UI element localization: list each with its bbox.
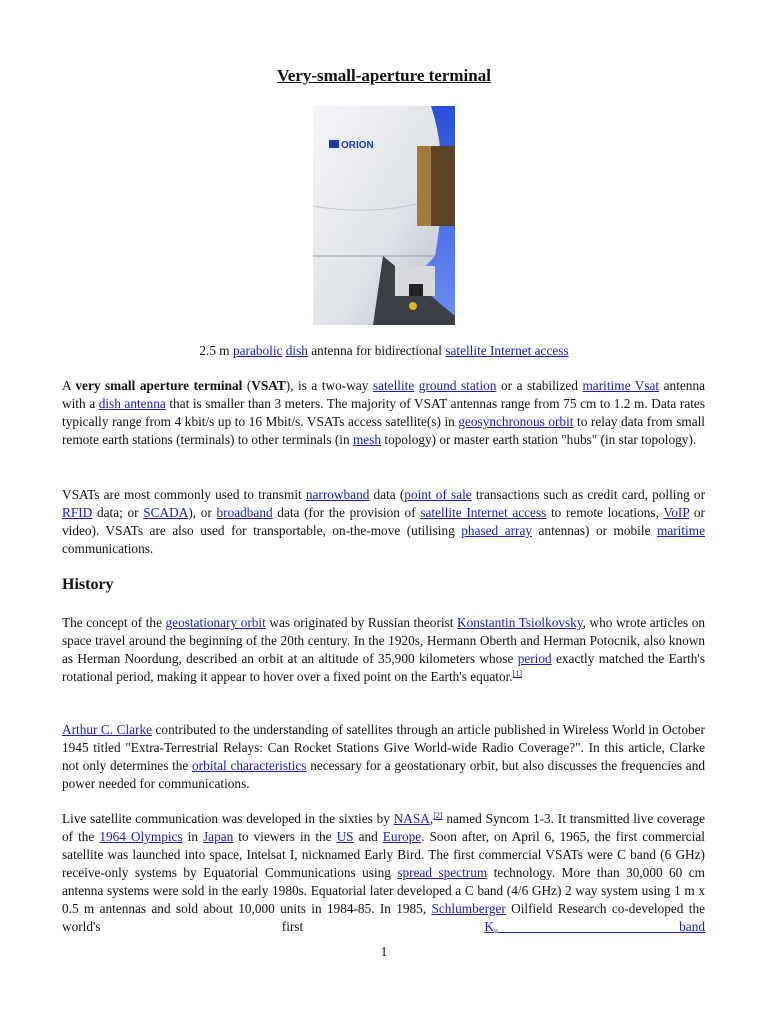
history-paragraph-2: Arthur C. Clarke contributed to the understanding of satellites through an article published in Wireless World in October 1945 titled "Extra-Terrestrial Relays: Can Rocket Stations Give World-wide Radio Coverage?". In this article, Clarke not only determines the orbital characteristics necessary for a geostationary orbit, but also discusses the frequencies and power needed for communications.	[62, 722, 706, 791]
link-satellite[interactable]: satellite	[372, 378, 415, 393]
link-parabolic[interactable]: parabolic	[232, 343, 283, 358]
link-maritime-vsat[interactable]: maritime Vsat	[582, 378, 660, 393]
citation-2[interactable]: [2]	[433, 811, 443, 820]
link-satellite-internet-access[interactable]: satellite Internet access	[445, 343, 569, 358]
history-heading: History	[62, 576, 114, 593]
history-paragraph-3: Live satellite communication was developed in the sixties by NASA,[2] named Syncom 1-3. It transmitted live coverage of the 1964 Olympics in Japan to viewers in the US and Europe. Soon after, on April 6, 1965, the first commercial satellite was launched into space, Intelsat I, nicknamed Early Bird. The first commercial VSATs were C band (6 GHz) receive-only systems by Equatorial Communications using spread spectrum technology. More than 30,000 60 cm antenna systems were sold in the early 1980s. Equatorial later developed a C band (4/6 GHz) 2 way system using 1 m x 0.5 m antennas and sold about 10,000 units in 1984-85. In 1985, Schlumberger Oilfield Research co-developed the world's first $K_u$ band	[62, 811, 706, 935]
intro-paragraph: A very small aperture terminal (VSAT), is a two-way satellite ground station or a stabilized maritime Vsat antenna with a dish antenna that is smaller than 3 meters. The majority of VSAT antennas range from 75 cm to 1.2 m. Data rates typically range from 4 kbit/s up to 16 Mbit/s. VSATs access satellite(s) in geosynchronous orbit to relay data from small remote earth stations (terminals) to other terminals (in mesh topology) or master earth station "hubs" (in star topology).	[62, 378, 705, 447]
link-1964-olympics[interactable]: 1964 Olympics	[99, 829, 183, 844]
link-schlumberger[interactable]: Schlumberger	[431, 901, 506, 916]
link-broadband[interactable]: broadband	[216, 505, 273, 520]
link-konstantin-tsiolkovsky[interactable]: Konstantin Tsiolkovsky	[457, 615, 583, 630]
link-period[interactable]: period	[517, 651, 552, 666]
antenna-illustration	[313, 106, 455, 325]
link-scada[interactable]: SCADA	[143, 505, 189, 520]
image-caption: 2.5 m parabolic dish antenna for bidirectional satellite Internet access	[199, 343, 569, 358]
link-maritime[interactable]: maritime	[656, 523, 705, 538]
link-arthur-c-clarke[interactable]: Arthur C. Clarke	[62, 722, 153, 737]
citation-1[interactable]: [1]	[512, 669, 522, 678]
link-ku-band[interactable]: $K_u$ band	[484, 919, 705, 935]
link-spread-spectrum[interactable]: spread spectrum	[397, 865, 488, 880]
link-narrowband[interactable]: narrowband	[305, 487, 370, 502]
link-nasa[interactable]: NASA	[393, 811, 430, 826]
page-number: 1	[380, 944, 388, 959]
link-orbital-characteristics[interactable]: orbital characteristics	[192, 758, 307, 773]
link-ground-station[interactable]: ground station	[418, 378, 497, 393]
link-europe[interactable]: Europe	[382, 829, 422, 844]
page-title: Very-small-aperture terminal	[277, 66, 491, 85]
link-mesh[interactable]: mesh	[352, 432, 382, 447]
link-phased-array[interactable]: phased array	[461, 523, 533, 538]
vsat-antenna-photo	[313, 106, 455, 325]
link-geostationary-orbit[interactable]: geostationary orbit	[165, 615, 266, 630]
link-voip[interactable]: VoIP	[663, 505, 690, 520]
link-dish-antenna[interactable]: dish antenna	[98, 396, 166, 411]
history-paragraph-1: The concept of the geostationary orbit was originated by Russian theorist Konstantin Tsiolkovsky, who wrote articles on space travel around the beginning of the 20th century. In the 1920s, Hermann Oberth and Herman Potocnik, also known as Herman Noordung, described an orbit at an altitude of 35,900 kilometers whose period exactly matched the Earth's rotational period, making it appear to hover over a fixed point on the Earth's equator.[1]	[62, 615, 705, 684]
link-point-of-sale[interactable]: point of sale	[404, 487, 472, 502]
orion-logo: ORION	[341, 140, 374, 151]
link-japan[interactable]: Japan	[203, 829, 234, 844]
usage-paragraph: VSATs are most commonly used to transmit narrowband data (point of sale transactions such as credit card, polling or RFID data; or SCADA), or broadband data (for the provision of satellite Internet access to remote locations, VoIP or video). VSATs are also used for transportable, on-the-move (utilising phased array antennas) or mobile maritime communications.	[62, 487, 705, 556]
link-us[interactable]: US	[336, 829, 354, 844]
link-geosynchronous-orbit[interactable]: geosynchronous orbit	[458, 414, 574, 429]
link-dish[interactable]: dish	[285, 343, 308, 358]
link-rfid[interactable]: RFID	[62, 505, 93, 520]
link-satellite-internet-access-2[interactable]: satellite Internet access	[420, 505, 547, 520]
